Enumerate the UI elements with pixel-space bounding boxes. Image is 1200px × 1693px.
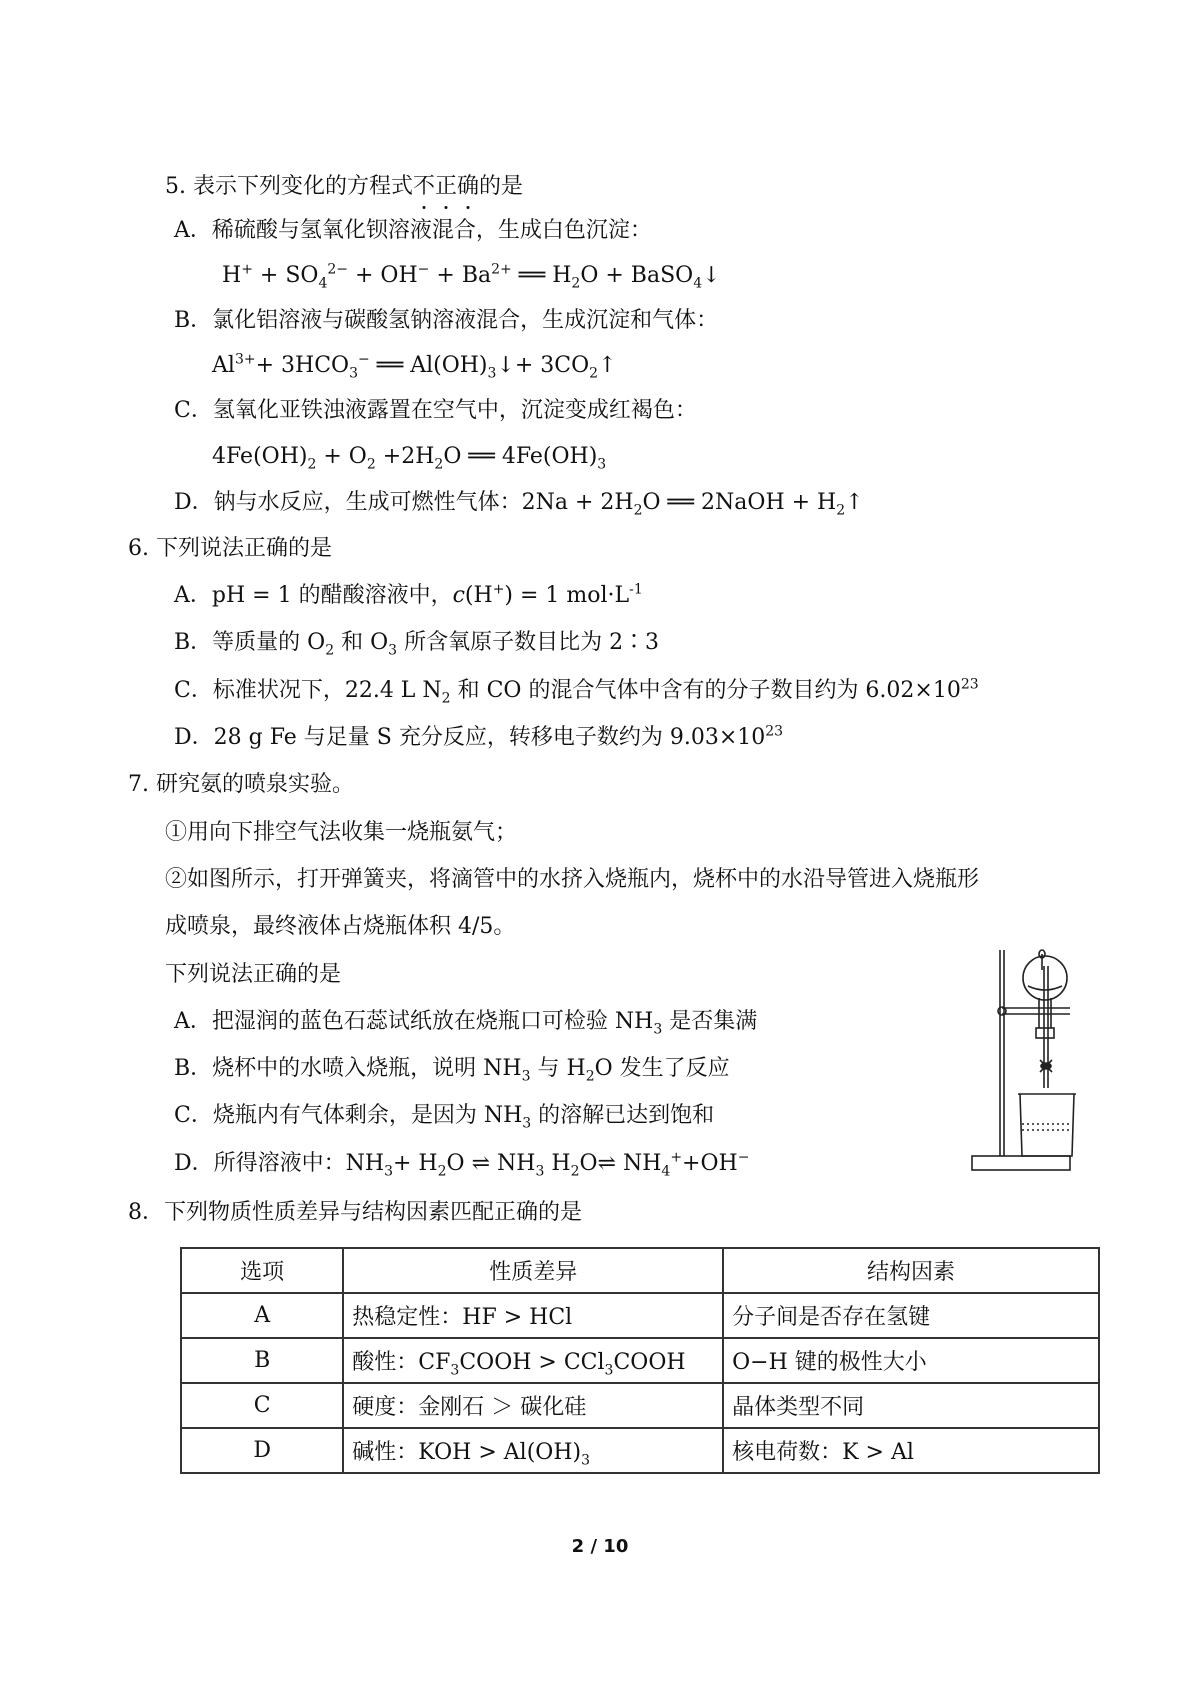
header-structure: 结构因素: [723, 1248, 1099, 1293]
row-property: 热稳定性：HF > HCl: [343, 1293, 723, 1338]
q7-option-a: A．把湿润的蓝色石蕊试纸放在烧瓶口可检验 $NH_3$ 是否集满: [174, 1009, 758, 1038]
q5-equation-b: $Al^{3+}+ 3HCO_3^-$ ══ $Al(OH)_3↓+$ $3CO_2↑$: [212, 351, 617, 382]
q6-option-c: C．标准状况下，22.4 L $N_2$ 和 CO 的混合气体中含有的分子数目约为 $6.02\times 10^{23}$: [174, 676, 979, 707]
q5-option-d: D．钠与水反应，生成可燃性气体：$2Na + 2H_2O$ ══ 2NaOH + $H_2↑$: [174, 490, 864, 519]
q7-option-b: B．烧杯中的水喷入烧瓶，说明 $NH_3$ 与 $H_2O$ 发生了反应: [174, 1056, 730, 1085]
row-structure: O−H 键的极性大小: [723, 1338, 1099, 1383]
fountain-apparatus-figure: [970, 948, 1085, 1176]
q8-table: [180, 1247, 1100, 1474]
table-row: [181, 1383, 1099, 1428]
row-structure: 核电荷数：K > Al: [723, 1428, 1099, 1473]
q7-step-2: ②如图所示，打开弹簧夹，将滴管中的水挤入烧瓶内，烧杯中的水沿导管进入烧瓶形: [165, 867, 980, 892]
q5-option-b: B．氯化铝溶液与碳酸氢钠溶液混合，生成沉淀和气体：: [174, 308, 719, 333]
q6-option-b: B．等质量的 $O_2$ 和 $O_3$ 所含氧原子数目比为 2∶3: [174, 630, 660, 659]
table-header-row: [181, 1248, 1099, 1293]
q7-option-c: C．烧瓶内有气体剩余，是因为 $NH_3$ 的溶解已达到饱和: [174, 1103, 715, 1132]
q5-equation-a: $H^+ + SO_4^{2-} + OH^- + Ba^{2+}$ ══ $H_2O$ + BaSO$_4$↓: [222, 261, 721, 292]
q7-step-1: ①用向下排空气法收集一烧瓶氨气；: [165, 820, 518, 845]
q8-stem: 8．下列物质性质差异与结构因素匹配正确的是: [128, 1200, 582, 1225]
row-property: 硬度：金刚石 ＞ 碳化硅: [343, 1383, 723, 1428]
row-structure: 晶体类型不同: [723, 1383, 1099, 1428]
row-option: A: [181, 1293, 343, 1338]
header-option: 选项: [181, 1248, 343, 1293]
row-property: 酸性：$CF_3COOH$ > CCl$_3$COOH: [343, 1338, 723, 1383]
row-option: B: [181, 1338, 343, 1383]
q6-stem: 6. 下列说法正确的是: [128, 536, 332, 561]
q7-step-2-cont: 成喷泉，最终液体占烧瓶体积 4/5。: [165, 914, 516, 939]
header-property: 性质差异: [343, 1248, 723, 1293]
q6-option-d: D．28 g Fe 与足量 S 充分反应，转移电子数约为 $9.03\times 10^{23}$: [174, 723, 784, 750]
q5-equation-c: $4Fe(OH)_2 + O_2 +2H_2O$ ══ $4Fe(OH)_3$: [212, 444, 607, 473]
table-row: [181, 1338, 1099, 1383]
row-option: C: [181, 1383, 343, 1428]
page-number: 2 / 10: [571, 1536, 629, 1557]
table-row: [181, 1428, 1099, 1473]
q7-question: 下列说法正确的是: [165, 962, 342, 987]
q5-option-c: C．氢氧化亚铁浊液露置在空气中，沉淀变成红褐色：: [174, 398, 697, 423]
q5-stem: 5. 表示下列变化的方程式不正确的是: [165, 171, 523, 203]
row-option: D: [181, 1428, 343, 1473]
q5-option-a: A．稀硫酸与氢氧化钡溶液混合，生成白色沉淀：: [174, 218, 652, 243]
q7-stem: 7. 研究氨的喷泉实验。: [128, 772, 354, 797]
q6-option-a: A．pH = 1 的醋酸溶液中，c(H+) = 1 $mol\cdot L^{-1}$: [174, 581, 643, 608]
q7-option-d: D．所得溶液中：$NH_3+ H_2O$ ⇌ $NH_3$ $H_2O\rightleftharpoons$ $NH_4^++OH^-$: [174, 1149, 750, 1180]
row-structure: 分子间是否存在氢键: [723, 1293, 1099, 1338]
table-row: [181, 1293, 1099, 1338]
row-property: 碱性：KOH > $Al(OH)_3$: [343, 1428, 723, 1473]
